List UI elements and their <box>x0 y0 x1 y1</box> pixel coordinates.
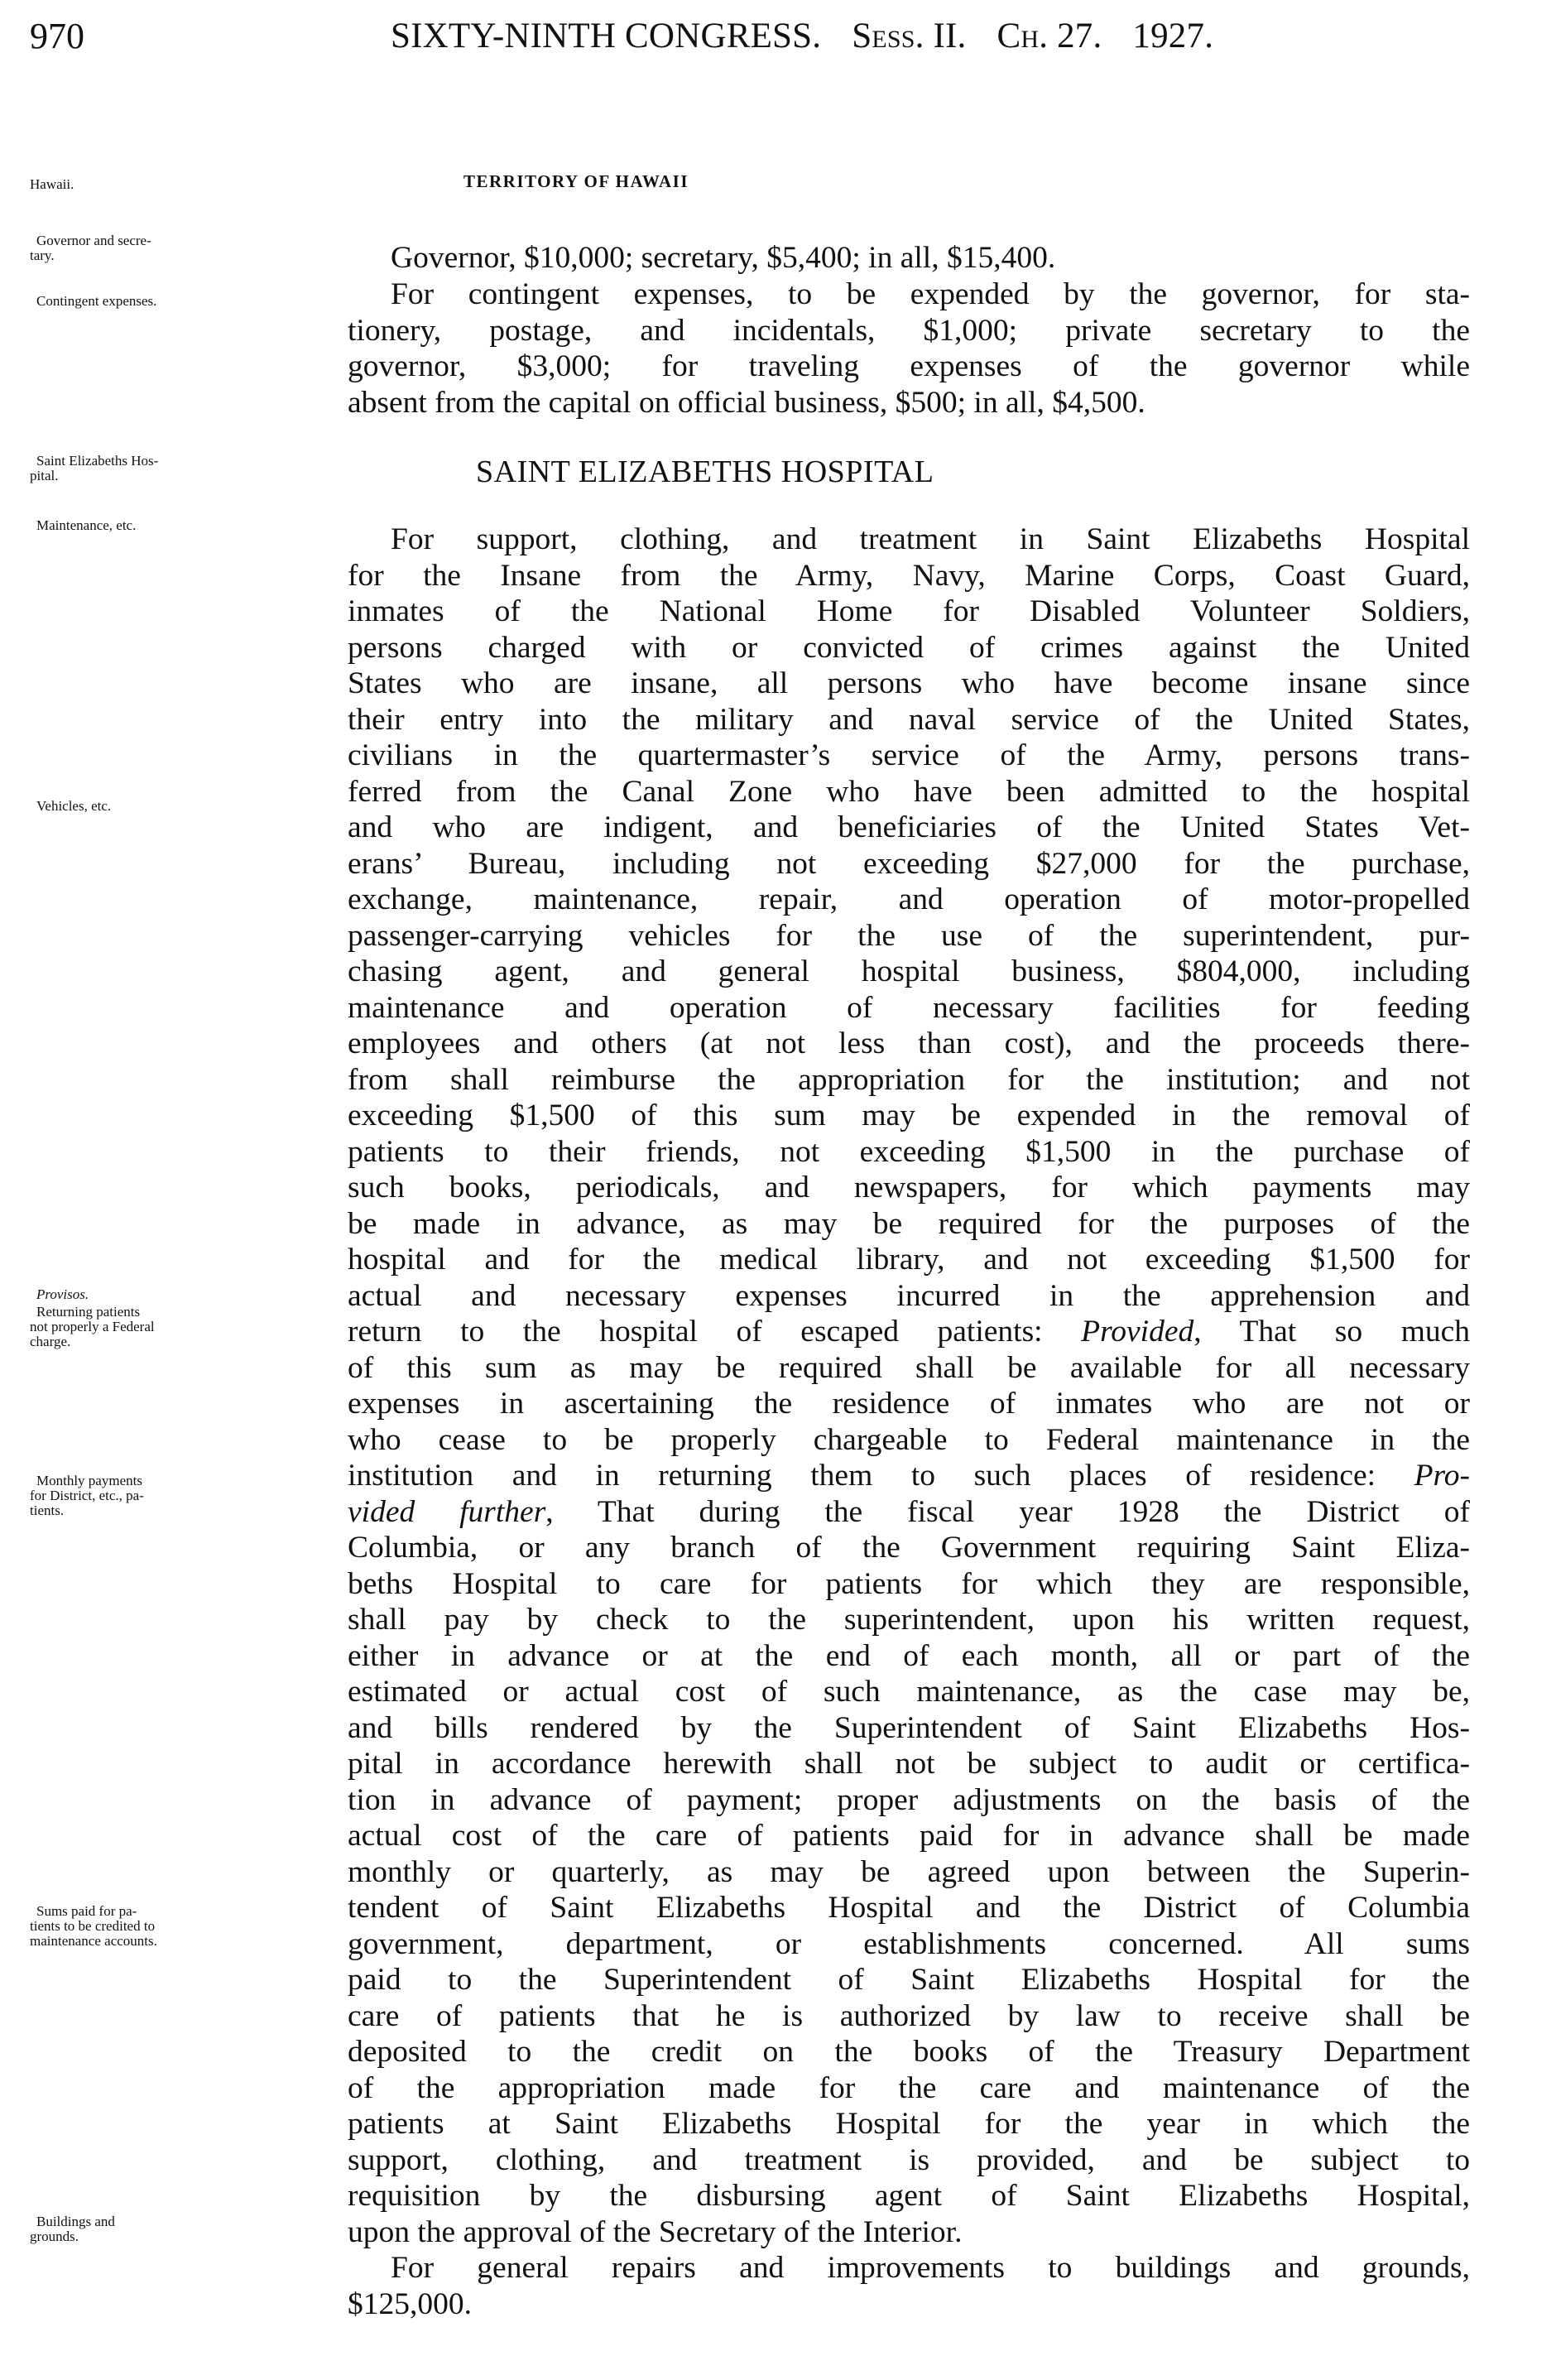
body-line: such books, periodicals, and newspapers, for which payments may <box>348 1171 1470 1204</box>
body-line: States who are insane, all persons who have become insane since <box>348 666 1470 700</box>
body-line: civilians in the quartermaster’s service of the Army, persons trans- <box>348 738 1470 772</box>
body-line: vided further, That during the fiscal year 1928 the District of <box>348 1495 1470 1529</box>
body-line: for the Insane from the Army, Navy, Marine Corps, Coast Guard, <box>348 559 1470 593</box>
body-line: of this sum as may be required shall be available for all necessary <box>348 1351 1470 1385</box>
body-line: and bills rendered by the Superintendent of Saint Elizabeths Hos- <box>348 1711 1470 1745</box>
body-line: and who are indigent, and beneficiaries of the United States Vet- <box>348 810 1470 844</box>
margin-note-provisos: Provisos. <box>36 1286 89 1302</box>
body-line: tionery, postage, and incidentals, $1,000; private secretary to the <box>348 314 1470 348</box>
body-line: For contingent expenses, to be expended by the governor, for sta- <box>391 277 1470 311</box>
body-line: tion in advance of payment; proper adjustments on the basis of the <box>348 1783 1470 1817</box>
body-line: expenses in ascertaining the residence of inmates who are not or <box>348 1387 1470 1421</box>
body-line: For support, clothing, and treatment in Saint Elizabeths Hospital <box>391 522 1470 556</box>
body-line: shall pay by check to the superintendent, upon his written request, <box>348 1603 1470 1637</box>
margin-note-hawaii: Hawaii. <box>30 176 74 192</box>
margin-note-sums-paid: Sums paid for pa- tients to be credited to maintenance accounts. <box>30 1903 157 1949</box>
body-line: exchange, maintenance, repair, and operation of motor-propelled <box>348 882 1470 916</box>
body-line: monthly or quarterly, as may be agreed upon between the Superin- <box>348 1855 1470 1889</box>
body-line: be made in advance, as may be required for the purposes of the <box>348 1207 1470 1241</box>
body-line: employees and others (at not less than cost), and the proceeds there- <box>348 1027 1470 1060</box>
body-line: hospital and for the medical library, and not exceeding $1,500 for <box>348 1243 1470 1277</box>
body-line: requisition by the disbursing agent of Saint Elizabeths Hospital, <box>348 2179 1470 2213</box>
body-line: either in advance or at the end of each month, all or part of the <box>348 1639 1470 1673</box>
session-label: Sess. II. <box>852 17 967 55</box>
body-line: return to the hospital of escaped patients: Provided, That so much <box>348 1315 1471 1349</box>
margin-note-returning-patients: Returning patients not properly a Federal charge. <box>30 1304 155 1349</box>
congress-label: SIXTY-NINTH CONGRESS. <box>391 17 822 55</box>
body-line: $125,000. <box>348 2287 472 2321</box>
body-line: their entry into the military and naval service of the United States, <box>348 703 1470 737</box>
body-line: support, clothing, and treatment is provided, and be subject to <box>348 2143 1470 2177</box>
margin-note-contingent-expenses: Contingent expenses. <box>36 293 157 309</box>
page-number: 970 <box>30 16 84 56</box>
body-line: Columbia, or any branch of the Government requiring Saint Eliza- <box>348 1531 1470 1565</box>
margin-note-vehicles: Vehicles, etc. <box>36 798 112 814</box>
body-line: pital in accordance herewith shall not be subject to audit or certifica- <box>348 1747 1470 1781</box>
body-line: absent from the capital on official business, $500; in all, $4,500. <box>348 386 1145 420</box>
body-line: inmates of the National Home for Disabled Volunteer Soldiers, <box>348 594 1470 628</box>
body-line: Governor, $10,000; secretary, $5,400; in all, $15,400. <box>391 241 1056 275</box>
body-line: government, department, or establishments concerned. All sums <box>348 1927 1470 1961</box>
body-line: patients to their friends, not exceeding $1,500 in the purchase of <box>348 1135 1470 1169</box>
body-line: tendent of Saint Elizabeths Hospital and the District of Columbia <box>348 1891 1470 1925</box>
section-heading-territory-of-hawaii: TERRITORY OF HAWAII <box>463 171 689 191</box>
body-line: care of patients that he is authorized by law to receive shall be <box>348 1999 1470 2033</box>
body-line: chasing agent, and general hospital business, $804,000, including <box>348 954 1470 988</box>
margin-note-governor-and-secretary: Governor and secre- tary. <box>30 233 151 263</box>
body-line: who cease to be properly chargeable to Federal maintenance in the <box>348 1423 1470 1457</box>
section-heading-saint-elizabeths-hospital: SAINT ELIZABETHS HOSPITAL <box>476 454 934 489</box>
margin-note-buildings-and-grounds: Buildings and grounds. <box>30 2214 115 2244</box>
body-line: actual cost of the care of patients paid for in advance shall be made <box>348 1819 1470 1853</box>
running-head <box>391 18 1213 54</box>
body-line: passenger-carrying vehicles for the use of the superintendent, pur- <box>348 919 1470 953</box>
margin-note-saint-elizabeths-hospital: Saint Elizabeths Hos- pital. <box>30 453 159 483</box>
body-line: governor, $3,000; for traveling expenses of the governor while <box>348 349 1470 383</box>
body-line: exceeding $1,500 of this sum may be expended in the removal of <box>348 1099 1470 1132</box>
body-line: from shall reimburse the appropriation for the institution; and not <box>348 1063 1470 1097</box>
body-line: actual and necessary expenses incurred in the apprehension and <box>348 1279 1470 1313</box>
body-line: upon the approval of the Secretary of the Interior. <box>348 2215 963 2249</box>
body-line: institution and in returning them to such places of residence: Pro- <box>348 1459 1470 1493</box>
body-line: maintenance and operation of necessary facilities for feeding <box>348 991 1470 1025</box>
chapter-label: Ch. 27. <box>997 17 1102 55</box>
body-line: For general repairs and improvements to buildings and grounds, <box>391 2251 1470 2285</box>
body-line: deposited to the credit on the books of the Treasury Department <box>348 2035 1470 2069</box>
margin-note-maintenance: Maintenance, etc. <box>36 517 137 533</box>
body-line: erans’ Bureau, including not exceeding $27,000 for the purchase, <box>348 847 1470 881</box>
body-line: ferred from the Canal Zone who have been admitted to the hospital <box>348 775 1470 809</box>
year-label: 1927. <box>1132 17 1214 55</box>
margin-note-monthly-payments: Monthly payments for District, etc., pa- tients. <box>30 1473 144 1518</box>
body-line: beths Hospital to care for patients for which they are responsible, <box>348 1567 1470 1601</box>
body-line: of the appropriation made for the care and maintenance of the <box>348 2071 1470 2105</box>
body-line: patients at Saint Elizabeths Hospital for the year in which the <box>348 2107 1470 2141</box>
body-line: persons charged with or convicted of crimes against the United <box>348 631 1470 665</box>
body-line: paid to the Superintendent of Saint Elizabeths Hospital for the <box>348 1963 1470 1997</box>
body-line: estimated or actual cost of such maintenance, as the case may be, <box>348 1675 1470 1709</box>
